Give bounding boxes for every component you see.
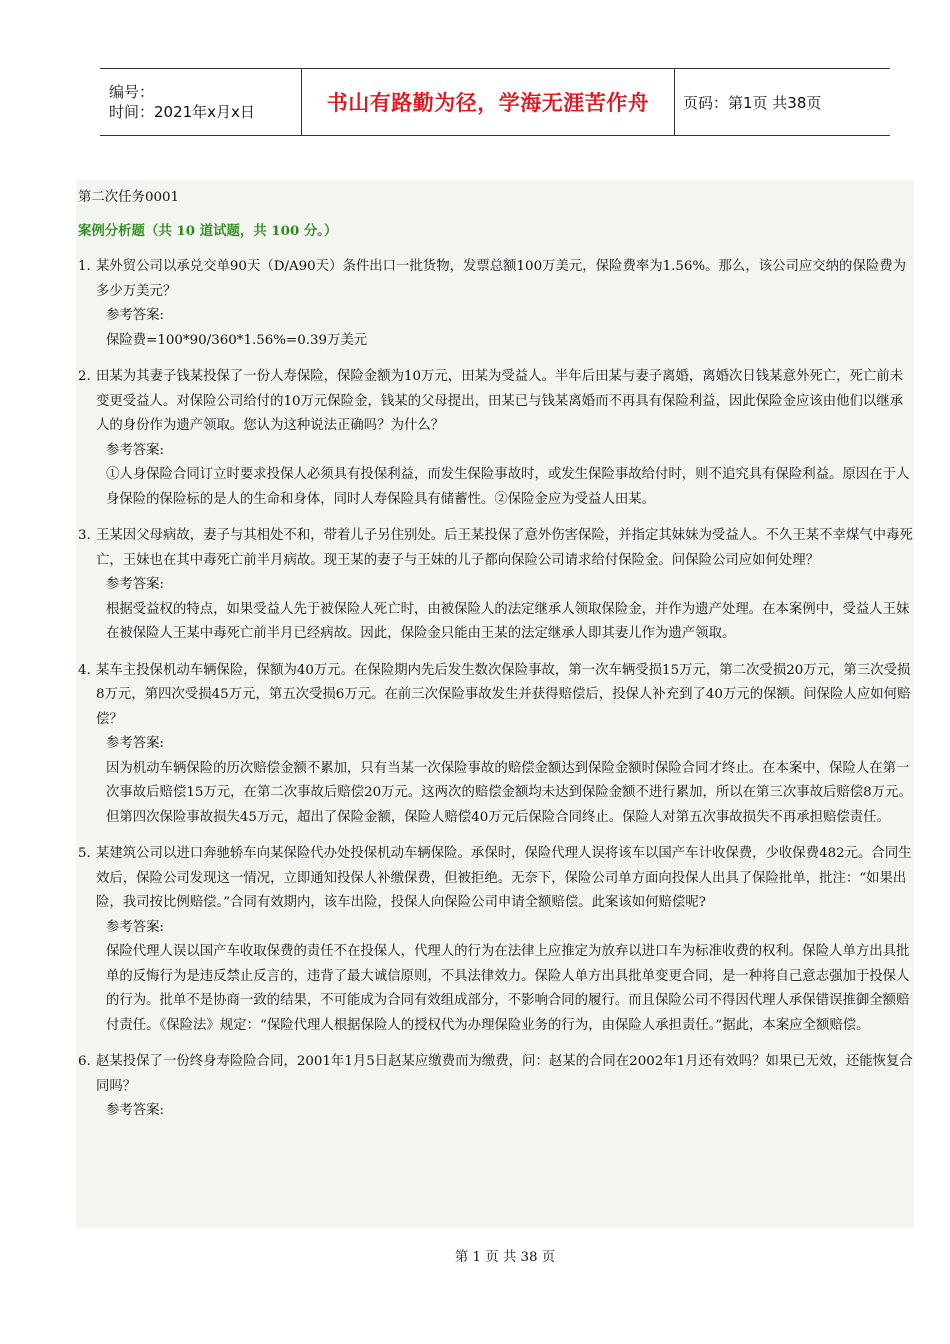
answer-text: 保险费=100*90/360*1.56%=0.39万美元	[106, 332, 368, 348]
header-left-cell	[100, 69, 301, 135]
page-footer: 第 1 页 共 38 页	[454, 1250, 556, 1265]
question-item	[78, 524, 914, 647]
task-title: 第二次任务0001	[78, 190, 180, 205]
answer-label: 参考答案:	[106, 577, 165, 592]
header-table	[100, 68, 890, 136]
page-info: 页码：第1页 共38页	[683, 93, 822, 112]
question-number: 4.	[78, 662, 91, 678]
answer-label: 参考答案:	[106, 919, 165, 935]
answer-label: 参考答案:	[106, 442, 165, 458]
question-number: 6.	[78, 1054, 91, 1069]
question-number: 1.	[78, 259, 91, 274]
question-item	[78, 365, 914, 512]
answer-text: ①人身保险合同订立时要求投保人必须具有投保利益，而发生保险事故时，或发生保险事故给付时，则不追究具有保险利益。原因在于人身保险的保险标的是人的生命和身体，同时人寿保险具有储蓄性。②保险金应为受益人田某。	[106, 467, 910, 507]
section-title: 案例分析题（共 10 道试题，共 100 分。）	[78, 222, 338, 239]
question-number: 5.	[78, 846, 91, 861]
question-item	[78, 659, 914, 831]
answer-label: 参考答案:	[106, 736, 165, 751]
question-number: 3.	[78, 528, 91, 543]
header-right-cell	[675, 69, 890, 135]
answer-text: 保险代理人误以国产车收取保费的责任不在投保人，代理人的行为在法律上应推定为放弃以进口车为标准收费的权利。保险人单方出具批单的反悔行为是违反禁止反言的，违背了最大诚信原则，不具法律效力。保险人单方出具批单变更合同，是一种将自己意志强加于投保人的行为。批单不是协商一致的结果，不可能成为合同有效组成部分，不影响合同的履行。而且保险公司不得因代理人承保错误推御全额赔付责任。《保险法》规定：“保险代理人根据保险人的授权代为办理保险业务的行为，由保险人承担责任。”据此，本案应全额赔偿。	[106, 944, 910, 1033]
document-body	[76, 180, 914, 1228]
question-number: 2.	[78, 369, 91, 384]
question-item	[78, 255, 914, 353]
answer-label: 参考答案:	[106, 308, 165, 323]
motto-text: 书山有路勤为径，学海无涯苦作舟	[326, 91, 650, 115]
answer-label: 参考答案:	[106, 1103, 165, 1118]
question-text: 某外贸公司以承兑交单90天（D/A90天）条件出口一批货物，发票总额100万美元，保险费率为1.56%。那么，该公司应交纳的保险费为多少万美元？	[96, 259, 907, 299]
question-item	[78, 842, 914, 1038]
answer-text: 根据受益权的特点，如果受益人先于被保险人死亡时，由被保险人的法定继承人领取保险金，并作为遗产处理。在本案例中，受益人王妹在被保险人王某中毒死亡前半月已经病故。因此，保险金只能由王某的法定继承人即其妻儿作为遗产领取。	[106, 601, 910, 641]
question-text: 赵某投保了一份终身寿险险合同，2001年1月5日赵某应缴费而为缴费，问：赵某的合同在2002年1月还有效吗？如果已无效，还能恢复合同吗？	[96, 1054, 913, 1094]
question-text: 王某因父母病故，妻子与其相处不和，带着儿子另住别处。后王某投保了意外伤害保险，并指定其妹妹为受益人。不久王某不幸煤气中毒死亡，王妹也在其中毒死亡前半月病故。现王某的妻子与王妹的儿子都向保险公司请求给付保险金。问保险公司应如何处理？	[96, 528, 913, 568]
question-text: 某建筑公司以进口奔驰轿车向某保险代办处投保机动车辆保险。承保时，保险代理人误将该车以国产车计收保费，少收保费482元。合同生效后，保险公司发现这一情况，立即通知投保人补缴保费，但被拒绝。无奈下，保险公司单方面向投保人出具了保险批单，批注：“如果出险，我司按比例赔偿。”合同有效期内，该车出险，投保人向保险公司申请全额赔偿。此案该如何赔偿呢?	[96, 846, 912, 910]
answer-text: 因为机动车辆保险的历次赔偿金额不累加，只有当某一次保险事故的赔偿金额达到保险金额时保险合同才终止。在本案中，保险人在第一次事故后赔偿15万元，在第二次事故后赔偿20万元。这两次的赔偿金额均未达到保险金额不进行累加，所以在第三次事故后赔偿8万元。但第四次保险事故损失45万元，超出了保险金额，保险人赔偿40万元后保险合同终止。保险人对第五次事故损失不再承担赔偿责任。	[106, 760, 912, 825]
number-label: 编号：	[109, 83, 155, 101]
time-label: 时间：2021年x月x日	[109, 103, 255, 121]
question-item	[78, 1050, 914, 1124]
header-center-cell	[301, 69, 675, 135]
question-text: 某车主投保机动车辆保险，保额为40万元。在保险期内先后发生数次保险事故，第一次车辆受损15万元，第二次受损20万元，第三次受损8万元，第四次受损45万元，第五次受损6万元。在前三次保险事故发生并获得赔偿后，投保人补充到了40万元的保额。问保险人应如何赔偿？	[96, 662, 911, 727]
question-text: 田某为其妻子钱某投保了一份人寿保险，保险金额为10万元，田某为受益人。半年后田某与妻子离婚，离婚次日钱某意外死亡，死亡前未变更受益人。对保险公司给付的10万元保险金，钱某的父母提出，田某已与钱某离婚而不再具有保险利益，因此保险金应该由他们以继承人的身份作为遗产领取。您认为这种说法正确吗？为什么？	[96, 369, 904, 433]
